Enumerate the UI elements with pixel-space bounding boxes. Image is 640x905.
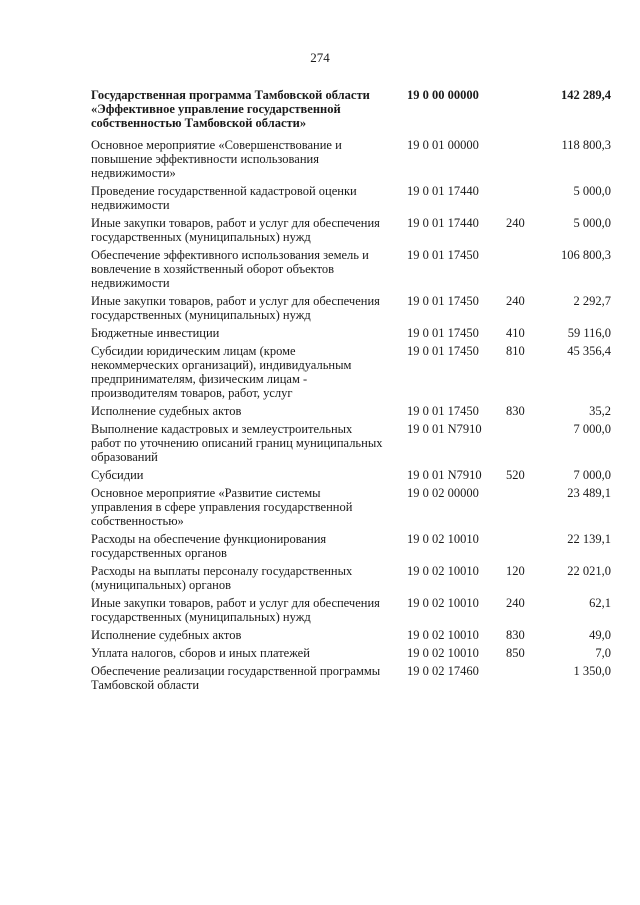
- table-row: [91, 184, 611, 212]
- row-name: Исполнение судебных актов: [91, 404, 242, 418]
- table-row: [91, 422, 611, 464]
- row-code: 19 0 02 10010: [407, 596, 479, 610]
- row-expense-type: 410: [506, 326, 525, 340]
- table-row: [91, 664, 611, 692]
- row-code: 19 0 01 17450: [407, 248, 479, 262]
- row-amount: 7,0: [595, 646, 611, 660]
- row-amount: 22 021,0: [567, 564, 611, 578]
- row-code: 19 0 02 00000: [407, 486, 479, 500]
- row-code: 19 0 01 00000: [407, 138, 479, 152]
- row-name: Выполнение кадастровых и землеустроительных работ по уточнению описаний границ муниципальных образований: [91, 422, 383, 464]
- table-row: [91, 532, 611, 560]
- row-amount: 118 800,3: [561, 138, 611, 152]
- row-amount: 142 289,4: [561, 88, 611, 102]
- row-code: 19 0 01 17440: [407, 216, 479, 230]
- row-code: 19 0 02 10010: [407, 628, 479, 642]
- row-amount: 2 292,7: [573, 294, 611, 308]
- row-name: Государственная программа Тамбовской области «Эффективное управление государственной собственностью Тамбовской области»: [91, 88, 370, 130]
- table-row: [91, 646, 611, 660]
- row-name: Основное мероприятие «Развитие системы управления в сфере управления государственной собственностью»: [91, 486, 353, 528]
- budget-table: [91, 88, 611, 696]
- row-expense-type: 240: [506, 294, 525, 308]
- table-row: [91, 138, 611, 180]
- row-amount: 35,2: [589, 404, 611, 418]
- row-amount: 5 000,0: [573, 216, 611, 230]
- row-amount: 62,1: [589, 596, 611, 610]
- page-number: 274: [310, 50, 330, 65]
- table-row: [91, 344, 611, 400]
- row-code: 19 0 01 17450: [407, 344, 479, 358]
- row-amount: 106 800,3: [561, 248, 611, 262]
- table-row: [91, 326, 611, 340]
- row-name: Обеспечение реализации государственной программы Тамбовской области: [91, 664, 381, 692]
- row-code: 19 0 01 17450: [407, 326, 479, 340]
- row-code: 19 0 01 17450: [407, 404, 479, 418]
- row-code: 19 0 01 N7910: [407, 468, 482, 482]
- row-amount: 1 350,0: [573, 664, 611, 678]
- row-name: Основное мероприятие «Совершенствование и повышение эффективности использования недвижимости»: [91, 138, 342, 180]
- row-amount: 23 489,1: [567, 486, 611, 500]
- row-amount: 49,0: [589, 628, 611, 642]
- table-row: [91, 216, 611, 244]
- table-row: [91, 294, 611, 322]
- row-expense-type: 240: [506, 216, 525, 230]
- row-amount: 7 000,0: [573, 468, 611, 482]
- table-row: [91, 628, 611, 642]
- row-expense-type: 240: [506, 596, 525, 610]
- row-name: Уплата налогов, сборов и иных платежей: [91, 646, 310, 660]
- row-name: Исполнение судебных актов: [91, 628, 242, 642]
- table-row: [91, 596, 611, 624]
- table-row: [91, 88, 611, 130]
- row-name: Обеспечение эффективного использования земель и вовлечение в хозяйственный оборот объектов недвижимости: [91, 248, 369, 290]
- row-code: 19 0 00 00000: [407, 88, 479, 102]
- row-expense-type: 120: [506, 564, 525, 578]
- table-row: [91, 248, 611, 290]
- row-expense-type: 520: [506, 468, 525, 482]
- row-name: Расходы на обеспечение функционирования государственных органов: [91, 532, 327, 560]
- table-row: [91, 404, 611, 418]
- row-amount: 7 000,0: [573, 422, 611, 436]
- row-code: 19 0 02 17460: [407, 664, 479, 678]
- row-name: Субсидии: [91, 468, 144, 482]
- row-amount: 45 356,4: [567, 344, 611, 358]
- row-name: Субсидии юридическим лицам (кроме некоммерческих организаций), индивидуальным предпринимателям, физическим лицам - производителям товаров, работ, услуг: [91, 344, 352, 400]
- row-expense-type: 850: [506, 646, 525, 660]
- row-code: 19 0 01 17450: [407, 294, 479, 308]
- row-amount: 22 139,1: [567, 532, 611, 546]
- row-name: Иные закупки товаров, работ и услуг для обеспечения государственных (муниципальных) нужд: [91, 294, 380, 322]
- row-code: 19 0 01 N7910: [407, 422, 482, 436]
- row-code: 19 0 02 10010: [407, 532, 479, 546]
- row-expense-type: 830: [506, 404, 525, 418]
- row-amount: 5 000,0: [573, 184, 611, 198]
- row-expense-type: 810: [506, 344, 525, 358]
- row-name: Иные закупки товаров, работ и услуг для обеспечения государственных (муниципальных) нужд: [91, 596, 380, 624]
- table-row: [91, 486, 611, 528]
- row-amount: 59 116,0: [567, 326, 611, 340]
- row-name: Проведение государственной кадастровой оценки недвижимости: [91, 184, 357, 212]
- table-row: [91, 468, 611, 482]
- row-code: 19 0 02 10010: [407, 646, 479, 660]
- row-expense-type: 830: [506, 628, 525, 642]
- row-name: Расходы на выплаты персоналу государственных (муниципальных) органов: [91, 564, 353, 592]
- row-name: Иные закупки товаров, работ и услуг для обеспечения государственных (муниципальных) нужд: [91, 216, 380, 244]
- row-name: Бюджетные инвестиции: [91, 326, 220, 340]
- row-code: 19 0 01 17440: [407, 184, 479, 198]
- table-row: [91, 564, 611, 592]
- row-code: 19 0 02 10010: [407, 564, 479, 578]
